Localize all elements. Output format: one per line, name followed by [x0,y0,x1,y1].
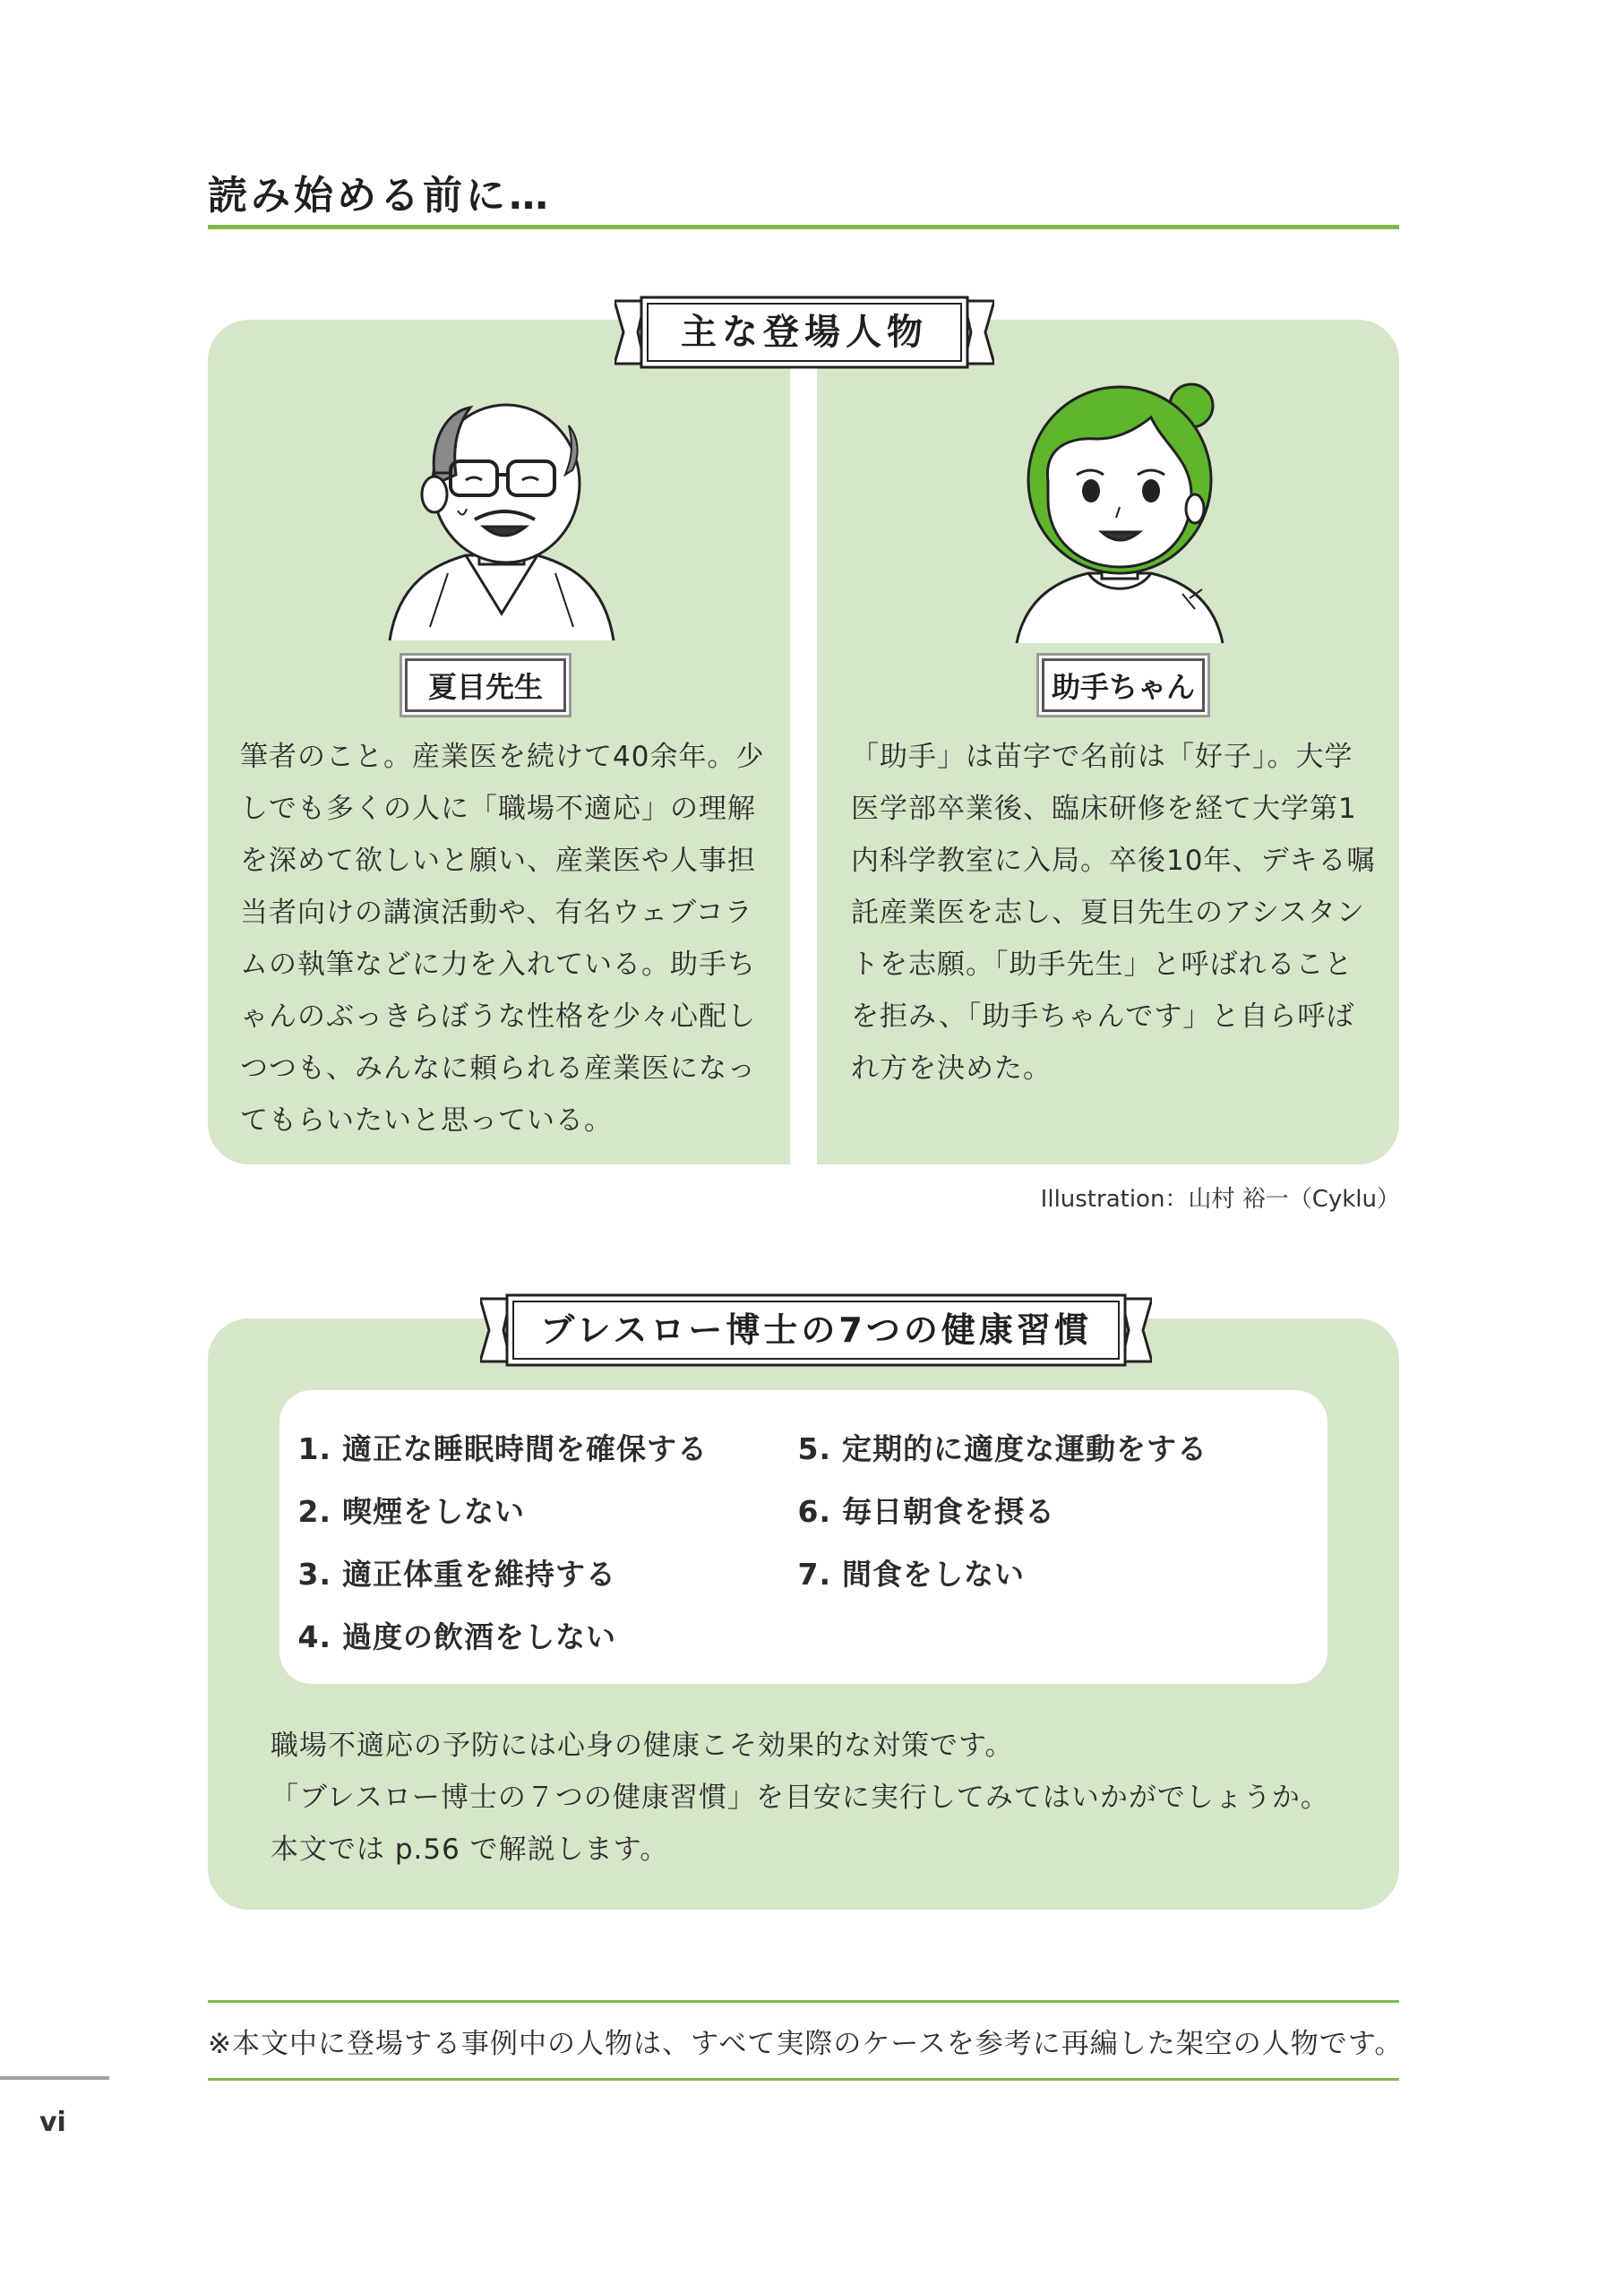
habit-text: 定期的に適度な運動をする [842,1431,1207,1466]
habit-item [779,1489,1055,1531]
habits-note-line: 「ブレスロー博士の７つの健康習慣」を目安に実行してみてはいかがでしょうか。 [271,1782,1329,1814]
habit-item [279,1614,616,1656]
page-number: vi [39,2107,66,2138]
footnote-text: ※本文中に登場する事例中の人物は、すべて実際のケースを参考に再編した架空の人物です。 [208,2028,1404,2060]
characters-banner-label: 主な登場人物 [681,312,928,353]
green-hair-assistant-icon [1003,374,1236,648]
habit-item [279,1551,616,1593]
habits-note [271,1720,1345,1876]
habit-number: 3. [297,1557,331,1592]
habit-number: 6. [797,1494,831,1529]
joshu-description: 「助手」は苗字で名前は「好子」。大学医学部卒業後、臨床研修を経て大学第1内科学教室に入局。卒後10年、デキる嘱託産業医を志し、夏目先生のアシスタントを志願。「助手先生」と呼ばれることを拒み、「助手ちゃんです」と自ら呼ばれ方を決めた。 [851,741,1376,1085]
habits-banner [480,1293,1152,1367]
footnote-rule-bottom [208,2078,1399,2081]
characters-banner [614,296,994,369]
habit-item [779,1426,1207,1468]
habit-text: 過度の飲酒をしない [342,1619,616,1654]
habit-number: 7. [797,1557,831,1592]
habit-text: 間食をしない [842,1557,1025,1592]
habits-banner-label: ブレスロー博士の7つの健康習慣 [540,1310,1092,1350]
habits-note-line: 本文では p.56 で解説します。 [271,1834,669,1866]
habits-note-line: 職場不適応の予防には心身の健康こそ効果的な対策です。 [271,1730,1014,1762]
nametag-joshu: 助手ちゃん [1042,658,1205,712]
joshu-illustration [1003,374,1236,648]
habit-item [279,1426,708,1468]
habit-text: 適正な睡眠時間を確保する [342,1431,708,1466]
habit-item [279,1489,525,1531]
illustration-credit: Illustration：山村 裕一（Cyklu） [1040,1186,1400,1213]
title-rule [208,225,1399,229]
habit-number: 4. [297,1619,331,1654]
nametag-natsume: 夏目先生 [405,658,566,712]
habit-number: 2. [297,1494,331,1529]
habit-number: 1. [297,1431,331,1466]
habit-text: 毎日朝食を摂る [842,1494,1055,1529]
habit-text: 喫煙をしない [342,1494,525,1529]
habit-number: 5. [797,1431,831,1466]
page-number-rule [0,2076,109,2080]
habit-item [779,1551,1025,1593]
natsume-illustration [381,385,623,645]
natsume-description: 筆者のこと。産業医を続けて40余年。少しでも多くの人に「職場不適応」の理解を深めて欲しいと願い、産業医や人事担当者向けの講演活動や、有名ウェブコラムの執筆などに力を入れている。助手ちゃんのぶっきらぼうな性格を少々心配しつつも、みんなに頼られる産業医になってもらいたいと思っている。 [240,741,765,1137]
page-title: 読み始める前に… [208,173,552,219]
footnote-rule-top [208,2000,1399,2003]
habit-text: 適正体重を維持する [342,1557,616,1592]
bald-doctor-with-glasses-icon [381,385,623,645]
